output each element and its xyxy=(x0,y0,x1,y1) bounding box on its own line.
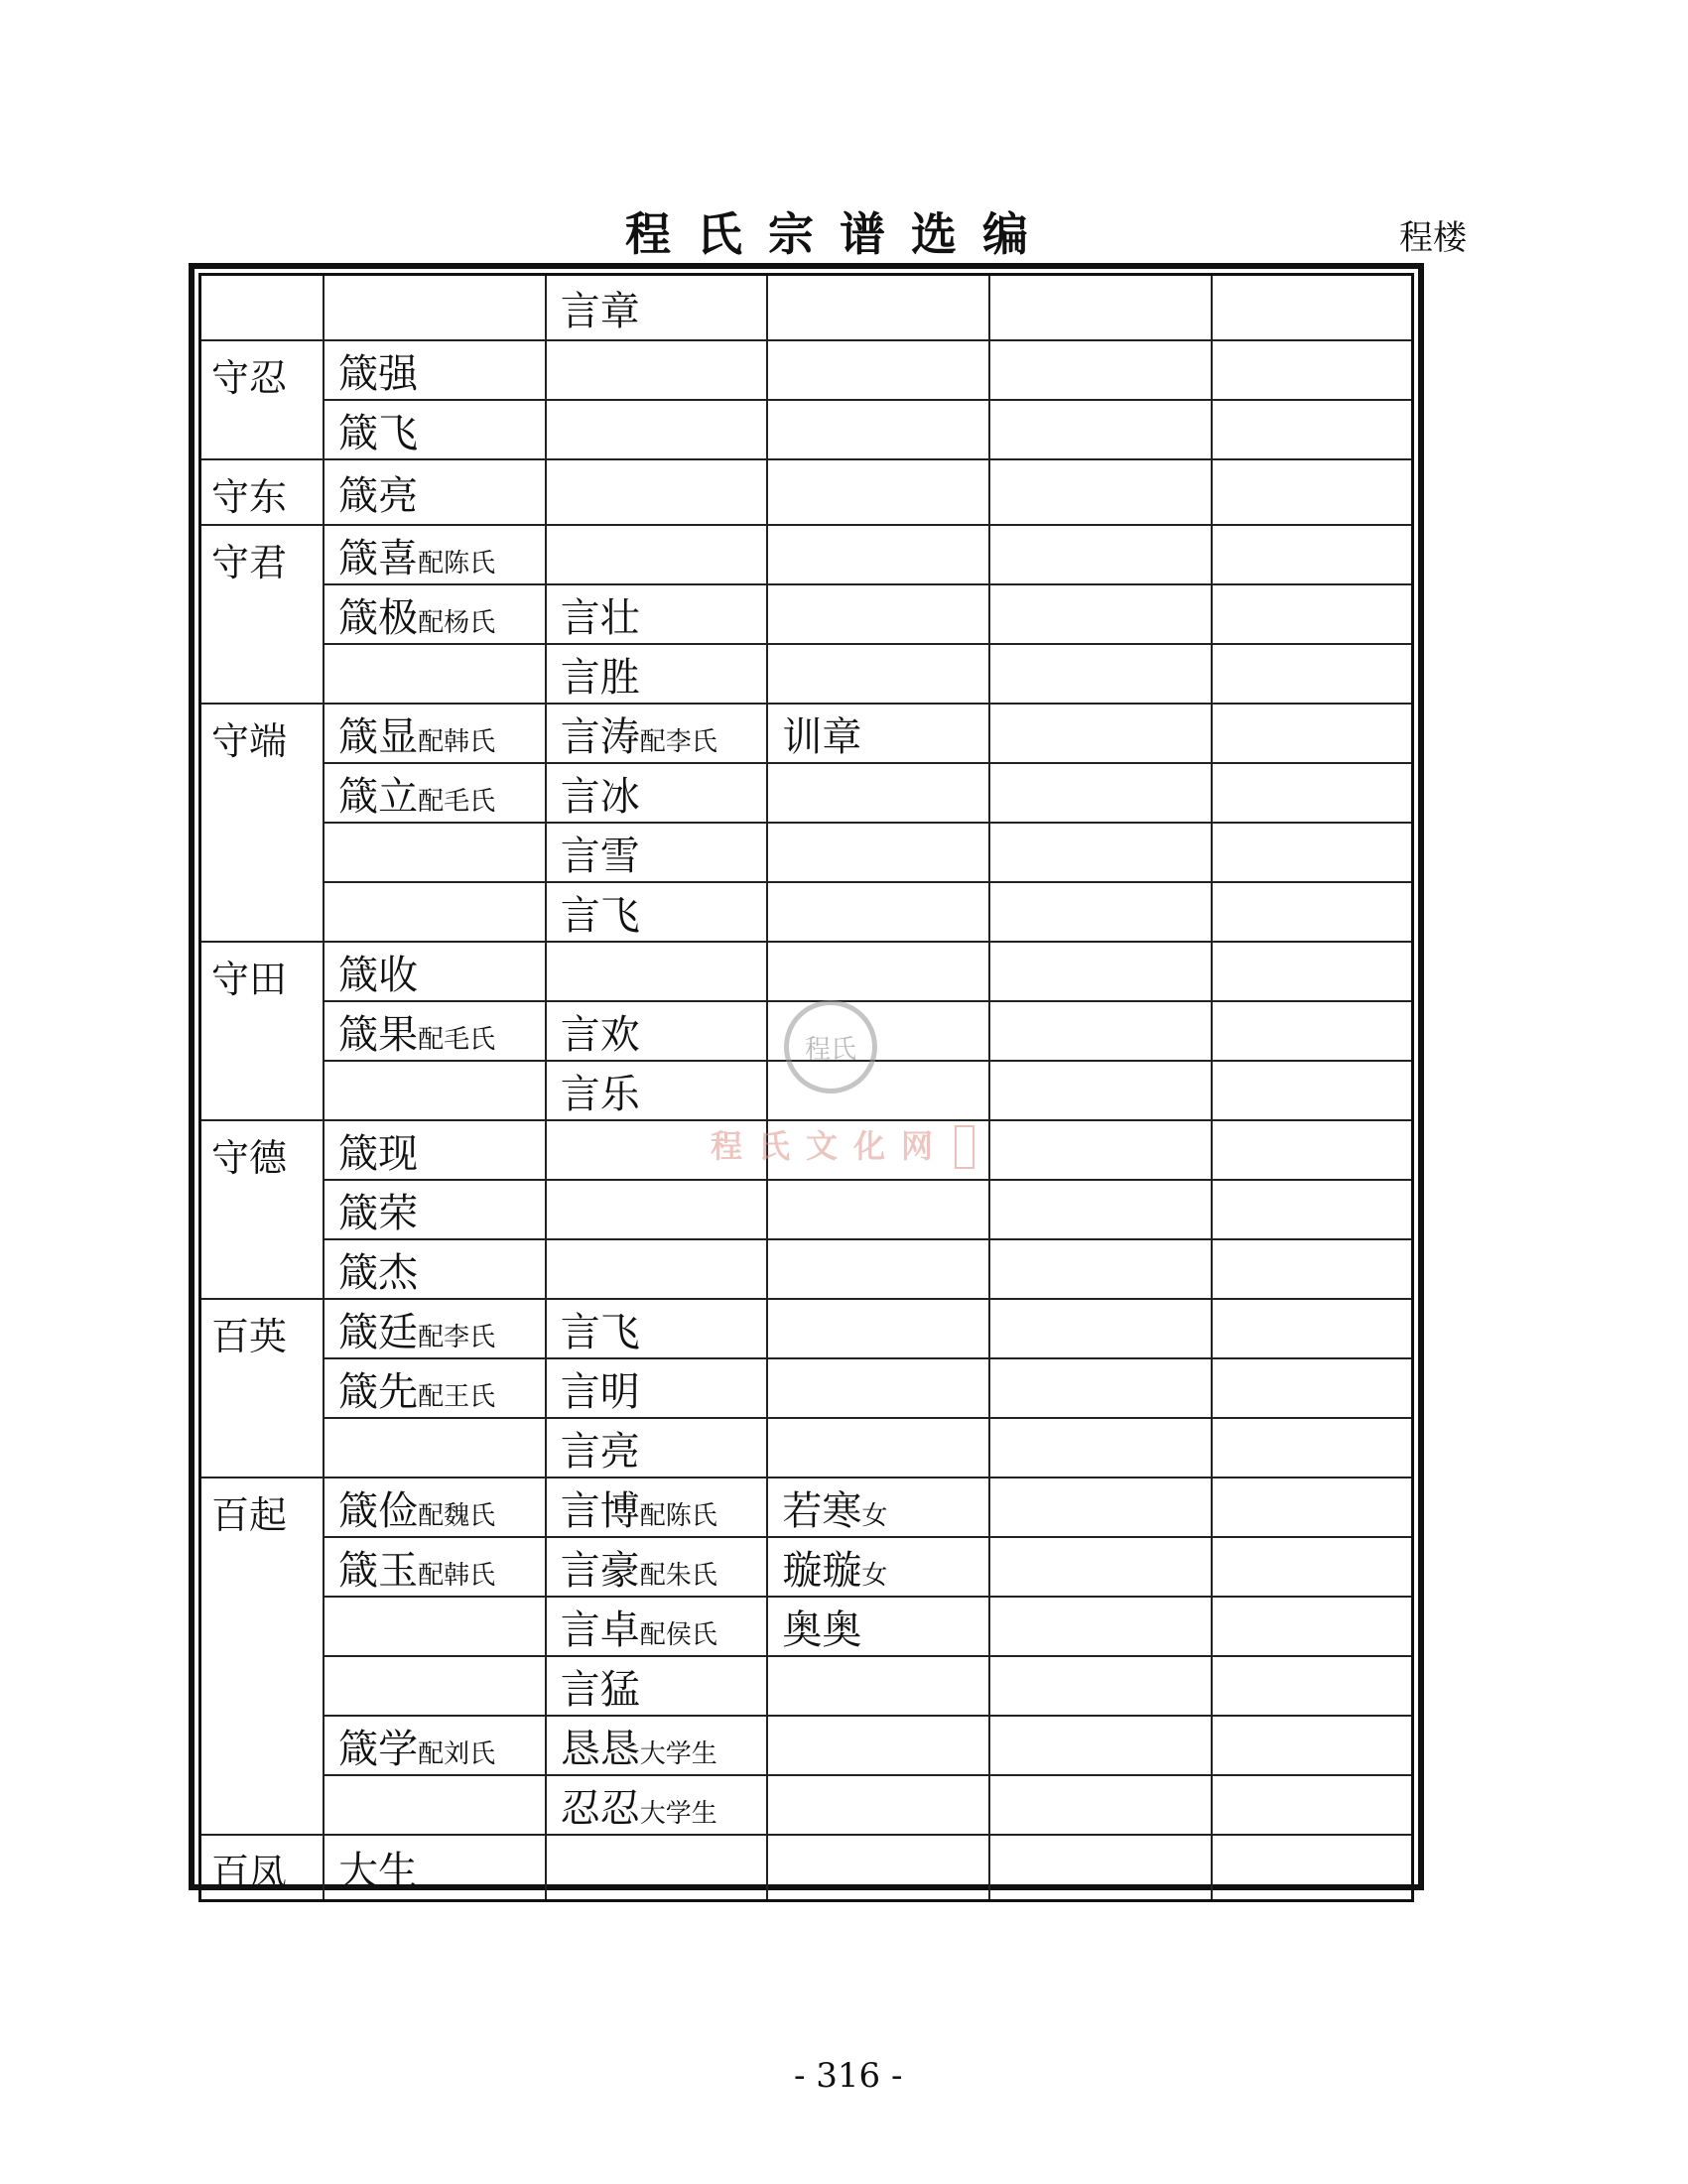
generation-cell xyxy=(989,1537,1212,1597)
generation-cell xyxy=(1212,525,1413,584)
person-name: 箴俭 xyxy=(338,1487,419,1534)
generation-cell xyxy=(1212,1299,1413,1358)
table-row xyxy=(200,584,1413,644)
generation-cell xyxy=(767,1835,989,1901)
generation-cell xyxy=(546,823,768,882)
person-note: 配侯氏 xyxy=(639,1619,717,1650)
generation-cell xyxy=(546,584,768,644)
generation-cell xyxy=(1212,459,1413,525)
generation-cell xyxy=(200,1835,325,1901)
person-note: 配韩氏 xyxy=(418,726,496,757)
table-row xyxy=(200,1239,1413,1299)
generation-cell xyxy=(1212,644,1413,704)
generation-cell xyxy=(324,1716,546,1775)
generation-cell xyxy=(546,1358,768,1418)
generation-cell xyxy=(767,400,989,459)
generation-cell xyxy=(324,340,546,400)
generation-cell xyxy=(767,1537,989,1597)
generation-cell xyxy=(767,882,989,942)
generation-cell xyxy=(989,459,1212,525)
generation-cell xyxy=(767,1477,989,1537)
generation-cell xyxy=(324,275,546,341)
generation-cell xyxy=(767,644,989,704)
person-name: 箴亮 xyxy=(338,472,419,519)
person-name: 箴学 xyxy=(338,1726,419,1772)
generation-cell xyxy=(546,1597,768,1656)
person-note: 大学生 xyxy=(639,1798,717,1829)
table-row xyxy=(200,942,1413,1001)
generation-cell xyxy=(546,1477,768,1537)
generation-cell xyxy=(989,1001,1212,1061)
generation-cell xyxy=(1212,275,1413,341)
generation-cell xyxy=(546,644,768,704)
generation-cell xyxy=(989,275,1212,341)
watermark-text: 程氏文化网 xyxy=(711,1127,950,1165)
generation-cell xyxy=(324,1299,546,1358)
person-name: 箴杰 xyxy=(338,1249,419,1296)
generation-cell xyxy=(767,1716,989,1775)
generation-cell xyxy=(200,340,325,459)
generation-cell xyxy=(324,1358,546,1418)
generation-cell xyxy=(546,525,768,584)
ancestor-name: 守君 xyxy=(211,541,288,584)
table-row xyxy=(200,1180,1413,1239)
table-row xyxy=(200,1299,1413,1358)
ancestor-name: 百凤 xyxy=(211,1851,288,1894)
person-name: 言博 xyxy=(560,1487,640,1534)
generation-cell xyxy=(1212,584,1413,644)
watermark-seal xyxy=(784,1000,877,1093)
generation-cell xyxy=(989,763,1212,823)
person-name: 箴飞 xyxy=(338,410,419,456)
generation-cell xyxy=(767,763,989,823)
generation-cell xyxy=(200,704,325,942)
table-row xyxy=(200,1358,1413,1418)
table-row xyxy=(200,882,1413,942)
person-note: 女 xyxy=(861,1500,888,1531)
table-row xyxy=(200,1775,1413,1835)
generation-cell xyxy=(324,1061,546,1120)
person-name: 箴收 xyxy=(338,952,419,998)
generation-cell xyxy=(1212,1775,1413,1835)
person-name: 言乐 xyxy=(560,1071,640,1117)
generation-cell xyxy=(767,1597,989,1656)
generation-cell xyxy=(1212,340,1413,400)
table-row xyxy=(200,1716,1413,1775)
person-note: 女 xyxy=(861,1560,888,1591)
generation-cell xyxy=(324,882,546,942)
table-row xyxy=(200,644,1413,704)
generation-cell xyxy=(1212,1180,1413,1239)
generation-cell xyxy=(989,1120,1212,1180)
generation-cell xyxy=(767,584,989,644)
person-name: 箴显 xyxy=(338,713,419,760)
generation-cell xyxy=(1212,1061,1413,1120)
table-row xyxy=(200,704,1413,763)
person-name: 箴强 xyxy=(338,350,419,397)
generation-cell xyxy=(546,1537,768,1597)
generation-cell xyxy=(989,1358,1212,1418)
generation-cell xyxy=(767,942,989,1001)
generation-cell xyxy=(989,1597,1212,1656)
generation-cell xyxy=(1212,1358,1413,1418)
generation-cell xyxy=(546,275,768,341)
person-name: 箴立 xyxy=(338,773,419,820)
table-row xyxy=(200,823,1413,882)
person-note: 配魏氏 xyxy=(418,1500,496,1531)
generation-cell xyxy=(324,1418,546,1477)
generation-cell xyxy=(324,823,546,882)
generation-cell xyxy=(200,275,325,341)
generation-cell xyxy=(546,1716,768,1775)
person-note: 配陈氏 xyxy=(639,1500,717,1531)
person-name: 言章 xyxy=(560,288,640,334)
branch-label: 程楼 xyxy=(1399,218,1467,258)
generation-cell xyxy=(324,942,546,1001)
generation-cell xyxy=(1212,823,1413,882)
generation-cell xyxy=(1212,1537,1413,1597)
generation-cell xyxy=(989,340,1212,400)
person-name: 言胜 xyxy=(560,654,640,701)
generation-cell xyxy=(767,1656,989,1716)
person-name: 言冰 xyxy=(560,773,640,820)
generation-cell xyxy=(546,942,768,1001)
generation-cell xyxy=(324,644,546,704)
generation-cell xyxy=(989,1061,1212,1120)
generation-cell xyxy=(546,1656,768,1716)
generation-cell xyxy=(546,1418,768,1477)
generation-cell xyxy=(1212,400,1413,459)
generation-cell xyxy=(324,584,546,644)
generation-cell xyxy=(989,1775,1212,1835)
generation-cell xyxy=(1212,1597,1413,1656)
generation-cell xyxy=(1212,1239,1413,1299)
person-name: 言雪 xyxy=(560,833,640,879)
generation-cell xyxy=(324,1597,546,1656)
generation-cell xyxy=(767,459,989,525)
generation-cell xyxy=(546,1775,768,1835)
person-name: 忍忍 xyxy=(560,1785,640,1832)
person-name: 若寒 xyxy=(782,1487,862,1534)
generation-cell xyxy=(767,1775,989,1835)
ancestor-name: 守东 xyxy=(211,475,288,519)
generation-cell xyxy=(767,1418,989,1477)
generation-cell xyxy=(989,704,1212,763)
generation-cell xyxy=(324,1239,546,1299)
person-note: 配李氏 xyxy=(418,1322,496,1352)
table-row xyxy=(200,340,1413,400)
generation-cell xyxy=(200,942,325,1120)
generation-cell xyxy=(324,459,546,525)
person-name: 箴极 xyxy=(338,594,419,641)
generation-cell xyxy=(546,1180,768,1239)
generation-cell xyxy=(767,275,989,341)
generation-cell xyxy=(546,459,768,525)
person-name: 言欢 xyxy=(560,1011,640,1058)
person-name: 箴先 xyxy=(338,1368,419,1415)
person-name: 箴廷 xyxy=(338,1309,419,1355)
generation-cell xyxy=(324,704,546,763)
generation-cell xyxy=(989,1477,1212,1537)
table-row xyxy=(200,1656,1413,1716)
generation-cell xyxy=(989,882,1212,942)
person-name: 璇璇 xyxy=(782,1547,862,1594)
generation-cell xyxy=(989,644,1212,704)
generation-cell xyxy=(324,1656,546,1716)
generation-cell xyxy=(324,1477,546,1537)
generation-cell xyxy=(324,525,546,584)
person-name: 箴玉 xyxy=(338,1547,419,1594)
generation-cell xyxy=(1212,882,1413,942)
generation-cell xyxy=(1212,1477,1413,1537)
generation-cell xyxy=(324,400,546,459)
generation-cell xyxy=(324,1001,546,1061)
generation-cell xyxy=(767,1239,989,1299)
person-name: 言壮 xyxy=(560,594,640,641)
generation-cell xyxy=(989,823,1212,882)
person-name: 言卓 xyxy=(560,1606,640,1653)
generation-cell xyxy=(767,1358,989,1418)
generation-cell xyxy=(989,1656,1212,1716)
generation-cell xyxy=(200,1299,325,1477)
generation-cell xyxy=(324,1835,546,1901)
generation-cell xyxy=(1212,1120,1413,1180)
watermark-seal-text: 程氏 xyxy=(804,1034,856,1065)
person-note: 配刘氏 xyxy=(418,1738,496,1769)
generation-cell xyxy=(200,459,325,525)
generation-cell xyxy=(767,704,989,763)
generation-cell xyxy=(324,1775,546,1835)
table-row xyxy=(200,763,1413,823)
person-name: 言涛 xyxy=(560,713,640,760)
generation-cell xyxy=(989,400,1212,459)
ancestor-name: 百英 xyxy=(211,1315,288,1358)
generation-cell xyxy=(546,1835,768,1901)
generation-cell xyxy=(324,763,546,823)
generation-cell xyxy=(767,1180,989,1239)
person-name: 箴喜 xyxy=(338,535,419,581)
generation-cell xyxy=(324,1120,546,1180)
person-name: 言豪 xyxy=(560,1547,640,1594)
ancestor-name: 百起 xyxy=(211,1493,288,1537)
person-name: 言猛 xyxy=(560,1666,640,1713)
generation-cell xyxy=(324,1537,546,1597)
generation-cell xyxy=(1212,763,1413,823)
generation-cell xyxy=(989,1180,1212,1239)
table-row xyxy=(200,1477,1413,1537)
table-row xyxy=(200,400,1413,459)
generation-cell xyxy=(1212,1001,1413,1061)
generation-cell xyxy=(767,525,989,584)
person-name: 言亮 xyxy=(560,1428,640,1475)
page-number: - 316 - xyxy=(794,2056,903,2096)
generation-cell xyxy=(546,340,768,400)
person-note: 配朱氏 xyxy=(639,1560,717,1591)
ancestor-name: 守德 xyxy=(211,1136,288,1180)
person-name: 言飞 xyxy=(560,1309,640,1355)
generation-cell xyxy=(546,1299,768,1358)
generation-cell xyxy=(200,1477,325,1835)
generation-cell xyxy=(989,942,1212,1001)
generation-cell xyxy=(989,1835,1212,1901)
generation-cell xyxy=(546,704,768,763)
person-note: 配杨氏 xyxy=(418,607,496,638)
person-name: 箴果 xyxy=(338,1011,419,1058)
generation-cell xyxy=(989,1716,1212,1775)
generation-cell xyxy=(1212,1716,1413,1775)
ancestor-name: 守忍 xyxy=(211,356,288,400)
generation-cell xyxy=(989,1239,1212,1299)
generation-cell xyxy=(546,882,768,942)
person-note: 配陈氏 xyxy=(418,548,496,578)
person-note: 配韩氏 xyxy=(418,1560,496,1591)
person-name: 箴现 xyxy=(338,1130,419,1177)
table-row xyxy=(200,1835,1413,1901)
generation-cell xyxy=(767,340,989,400)
genealogy-table-body xyxy=(200,275,1413,1901)
person-note: 大学生 xyxy=(639,1738,717,1769)
generation-cell xyxy=(324,1180,546,1239)
generation-cell xyxy=(767,1299,989,1358)
generation-cell xyxy=(200,1120,325,1299)
person-name: 大生 xyxy=(338,1848,419,1894)
ancestor-name: 守田 xyxy=(211,958,288,1001)
person-note: 配毛氏 xyxy=(418,786,496,817)
generation-cell xyxy=(989,525,1212,584)
genealogy-table xyxy=(198,273,1414,1902)
person-name: 奥奥 xyxy=(782,1606,862,1653)
person-name: 训章 xyxy=(782,713,862,760)
watermark-stamp-icon xyxy=(955,1125,974,1169)
ancestor-name: 守端 xyxy=(211,719,288,763)
generation-cell xyxy=(546,763,768,823)
person-name: 箴荣 xyxy=(338,1190,419,1236)
table-row xyxy=(200,275,1413,341)
table-row xyxy=(200,459,1413,525)
generation-cell xyxy=(1212,1835,1413,1901)
person-note: 配李氏 xyxy=(639,726,717,757)
person-note: 配王氏 xyxy=(418,1381,496,1412)
generation-cell xyxy=(1212,1418,1413,1477)
person-name: 言飞 xyxy=(560,892,640,939)
generation-cell xyxy=(546,1239,768,1299)
generation-cell xyxy=(546,400,768,459)
generation-cell xyxy=(989,584,1212,644)
generation-cell xyxy=(767,823,989,882)
generation-cell xyxy=(546,1061,768,1120)
table-row xyxy=(200,1537,1413,1597)
generation-cell xyxy=(200,525,325,704)
person-name: 言明 xyxy=(560,1368,640,1415)
generation-cell xyxy=(546,1001,768,1061)
table-row xyxy=(200,1418,1413,1477)
generation-cell xyxy=(989,1418,1212,1477)
table-row xyxy=(200,525,1413,584)
generation-cell xyxy=(1212,942,1413,1001)
person-name: 恳恳 xyxy=(560,1726,640,1772)
generation-cell xyxy=(989,1299,1212,1358)
generation-cell xyxy=(1212,1656,1413,1716)
person-note: 配毛氏 xyxy=(418,1024,496,1055)
page-title: 程氏宗谱选编 xyxy=(625,207,1054,261)
table-row xyxy=(200,1597,1413,1656)
generation-cell xyxy=(1212,704,1413,763)
